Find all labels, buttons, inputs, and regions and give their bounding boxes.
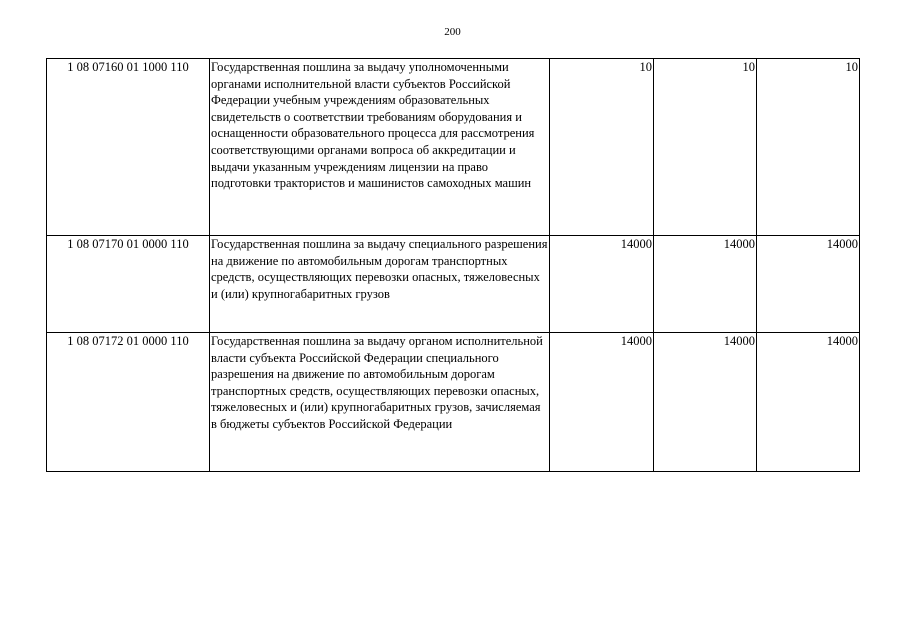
revenue-name-cell: Государственная пошлина за выдачу органом исполнительной власти субъекта Российской Федерации специального разрешения на движение по автомобильным дорогам транспортных средств, осуществляющих перевозки опасных, тяжеловесных и (или) крупногабаритных грузов, зачисляемая в бюджеты субъектов Российской Федерации bbox=[210, 333, 550, 472]
page-number: 200 bbox=[444, 26, 461, 38]
amount-cell-year-2: 14000 bbox=[654, 333, 757, 472]
amount-cell-year-2: 14000 bbox=[654, 236, 757, 333]
amount-cell-year-1: 14000 bbox=[550, 333, 654, 472]
table-row bbox=[47, 59, 860, 236]
amount-cell-year-3: 14000 bbox=[757, 333, 860, 472]
revenue-code-cell: 1 08 07170 01 0000 110 bbox=[47, 236, 210, 333]
amount-cell-year-1: 14000 bbox=[550, 236, 654, 333]
table-row bbox=[47, 333, 860, 472]
table-row bbox=[47, 236, 860, 333]
revenue-name-cell: Государственная пошлина за выдачу специального разрешения на движение по автомобильным дорогам транспортных средств, осуществляющих перевозки опасных, тяжеловесных и (или) крупногабаритных грузов bbox=[210, 236, 550, 333]
revenue-code-cell: 1 08 07160 01 1000 110 bbox=[47, 59, 210, 236]
amount-cell-year-3: 10 bbox=[757, 59, 860, 236]
revenue-code-cell: 1 08 07172 01 0000 110 bbox=[47, 333, 210, 472]
amount-cell-year-3: 14000 bbox=[757, 236, 860, 333]
revenue-name-cell: Государственная пошлина за выдачу уполномоченными органами исполнительной власти субъектов Российской Федерации учебным учреждениям образовательных свидетельств о соответствии требованиям оборудования и оснащенности образовательного процесса для рассмотрения соответствующими органами вопроса об аккредитации и выдачи указанным учреждениям лицензии на право подготовки трактористов и машинистов самоходных машин bbox=[210, 59, 550, 236]
amount-cell-year-1: 10 bbox=[550, 59, 654, 236]
budget-revenue-table bbox=[46, 58, 860, 472]
amount-cell-year-2: 10 bbox=[654, 59, 757, 236]
